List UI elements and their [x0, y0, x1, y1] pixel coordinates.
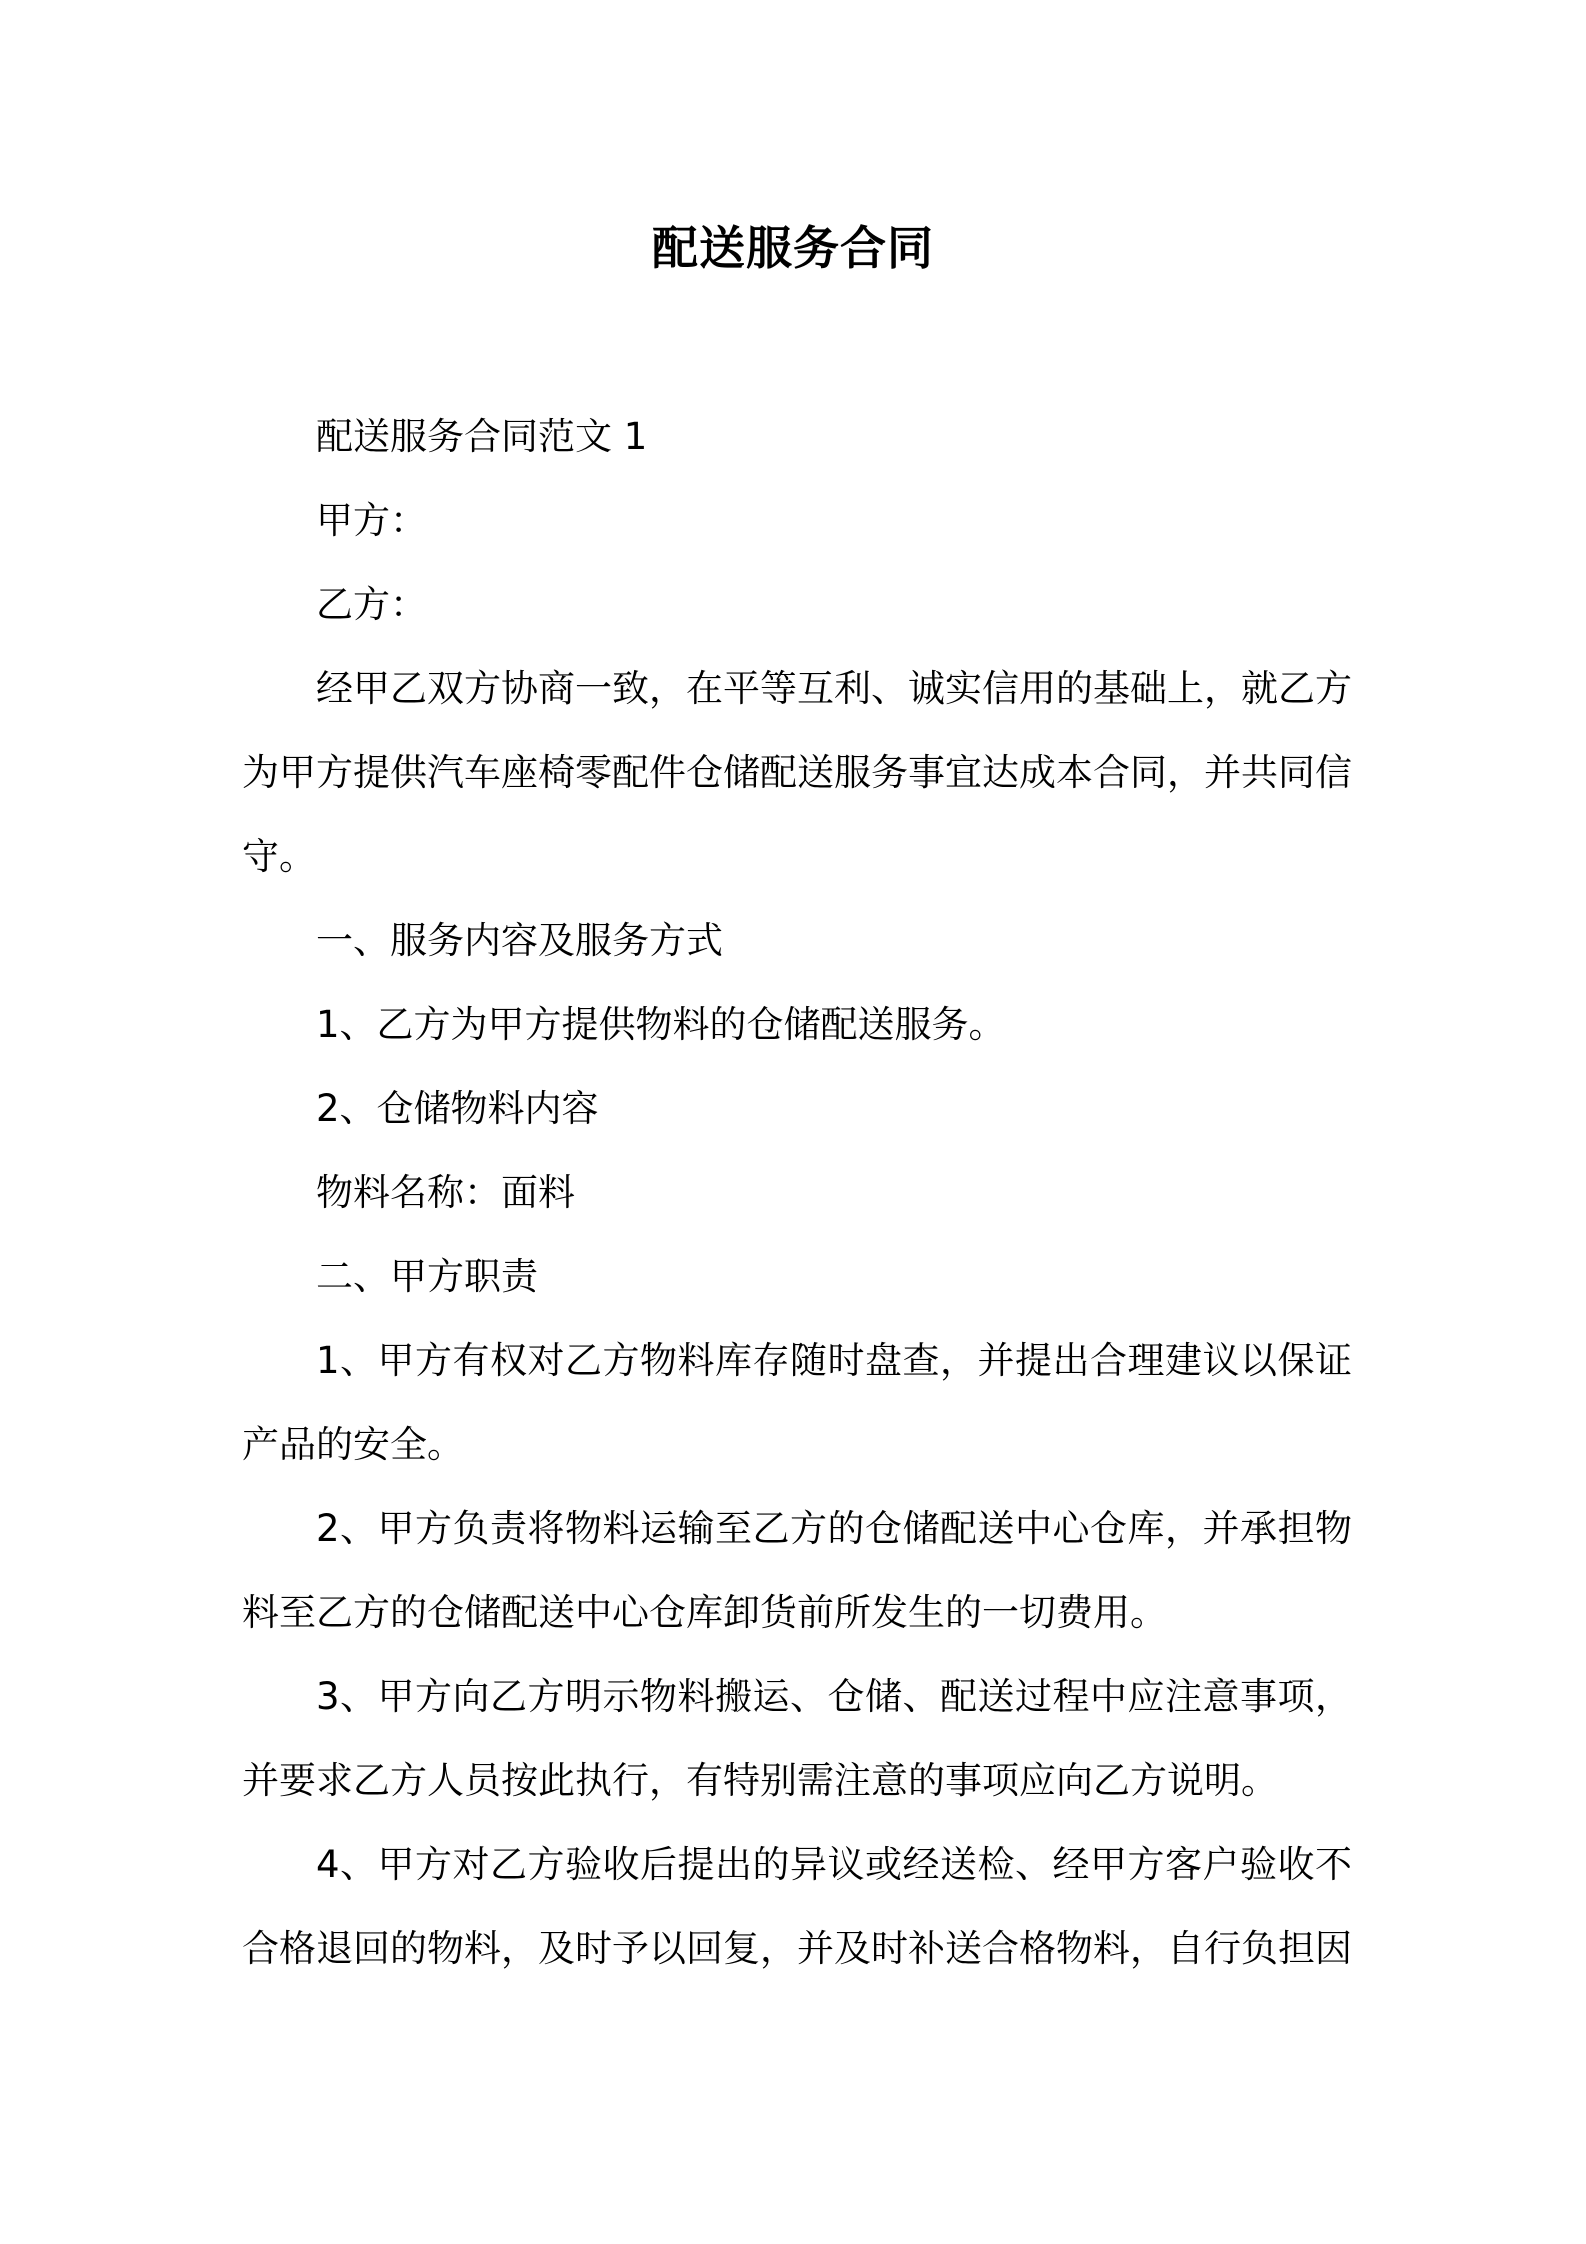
section-2-clause-3: 3、甲方向乙方明示物料搬运、仓储、配送过程中应注意事项，并要求乙方人员按此执行，有特别需注意的事项应向乙方说明。	[242, 1675, 1352, 1802]
section-1-clause-2: 2、仓储物料内容	[316, 1087, 599, 1130]
material-name-line: 物料名称：面料	[316, 1171, 575, 1214]
section-2-heading: 二、甲方职责	[316, 1255, 538, 1298]
section-1-clause-1: 1、乙方为甲方提供物料的仓储配送服务。	[316, 1003, 1006, 1046]
section-2-clause-1: 1、甲方有权对乙方物料库存随时盘查，并提出合理建议以保证产品的安全。	[242, 1339, 1352, 1466]
document-subtitle: 配送服务合同范文 1	[316, 415, 648, 458]
document-title: 配送服务合同	[652, 221, 934, 275]
section-2-clause-2: 2、甲方负责将物料运输至乙方的仓储配送中心仓库，并承担物料至乙方的仓储配送中心仓库卸货前所发生的一切费用。	[242, 1507, 1352, 1634]
preamble-paragraph: 经甲乙双方协商一致，在平等互利、诚实信用的基础上，就乙方为甲方提供汽车座椅零配件仓储配送服务事宜达成本合同，并共同信守。	[242, 667, 1352, 878]
document-body	[242, 395, 1352, 1991]
section-2-clause-4: 4、甲方对乙方验收后提出的异议或经送检、经甲方客户验收不合格退回的物料，及时予以回复，并及时补送合格物料，自行负担因	[242, 1843, 1352, 1970]
party-a-label: 甲方：	[316, 499, 427, 542]
party-b-label: 乙方：	[316, 583, 427, 626]
section-1-heading: 一、服务内容及服务方式	[316, 919, 723, 962]
